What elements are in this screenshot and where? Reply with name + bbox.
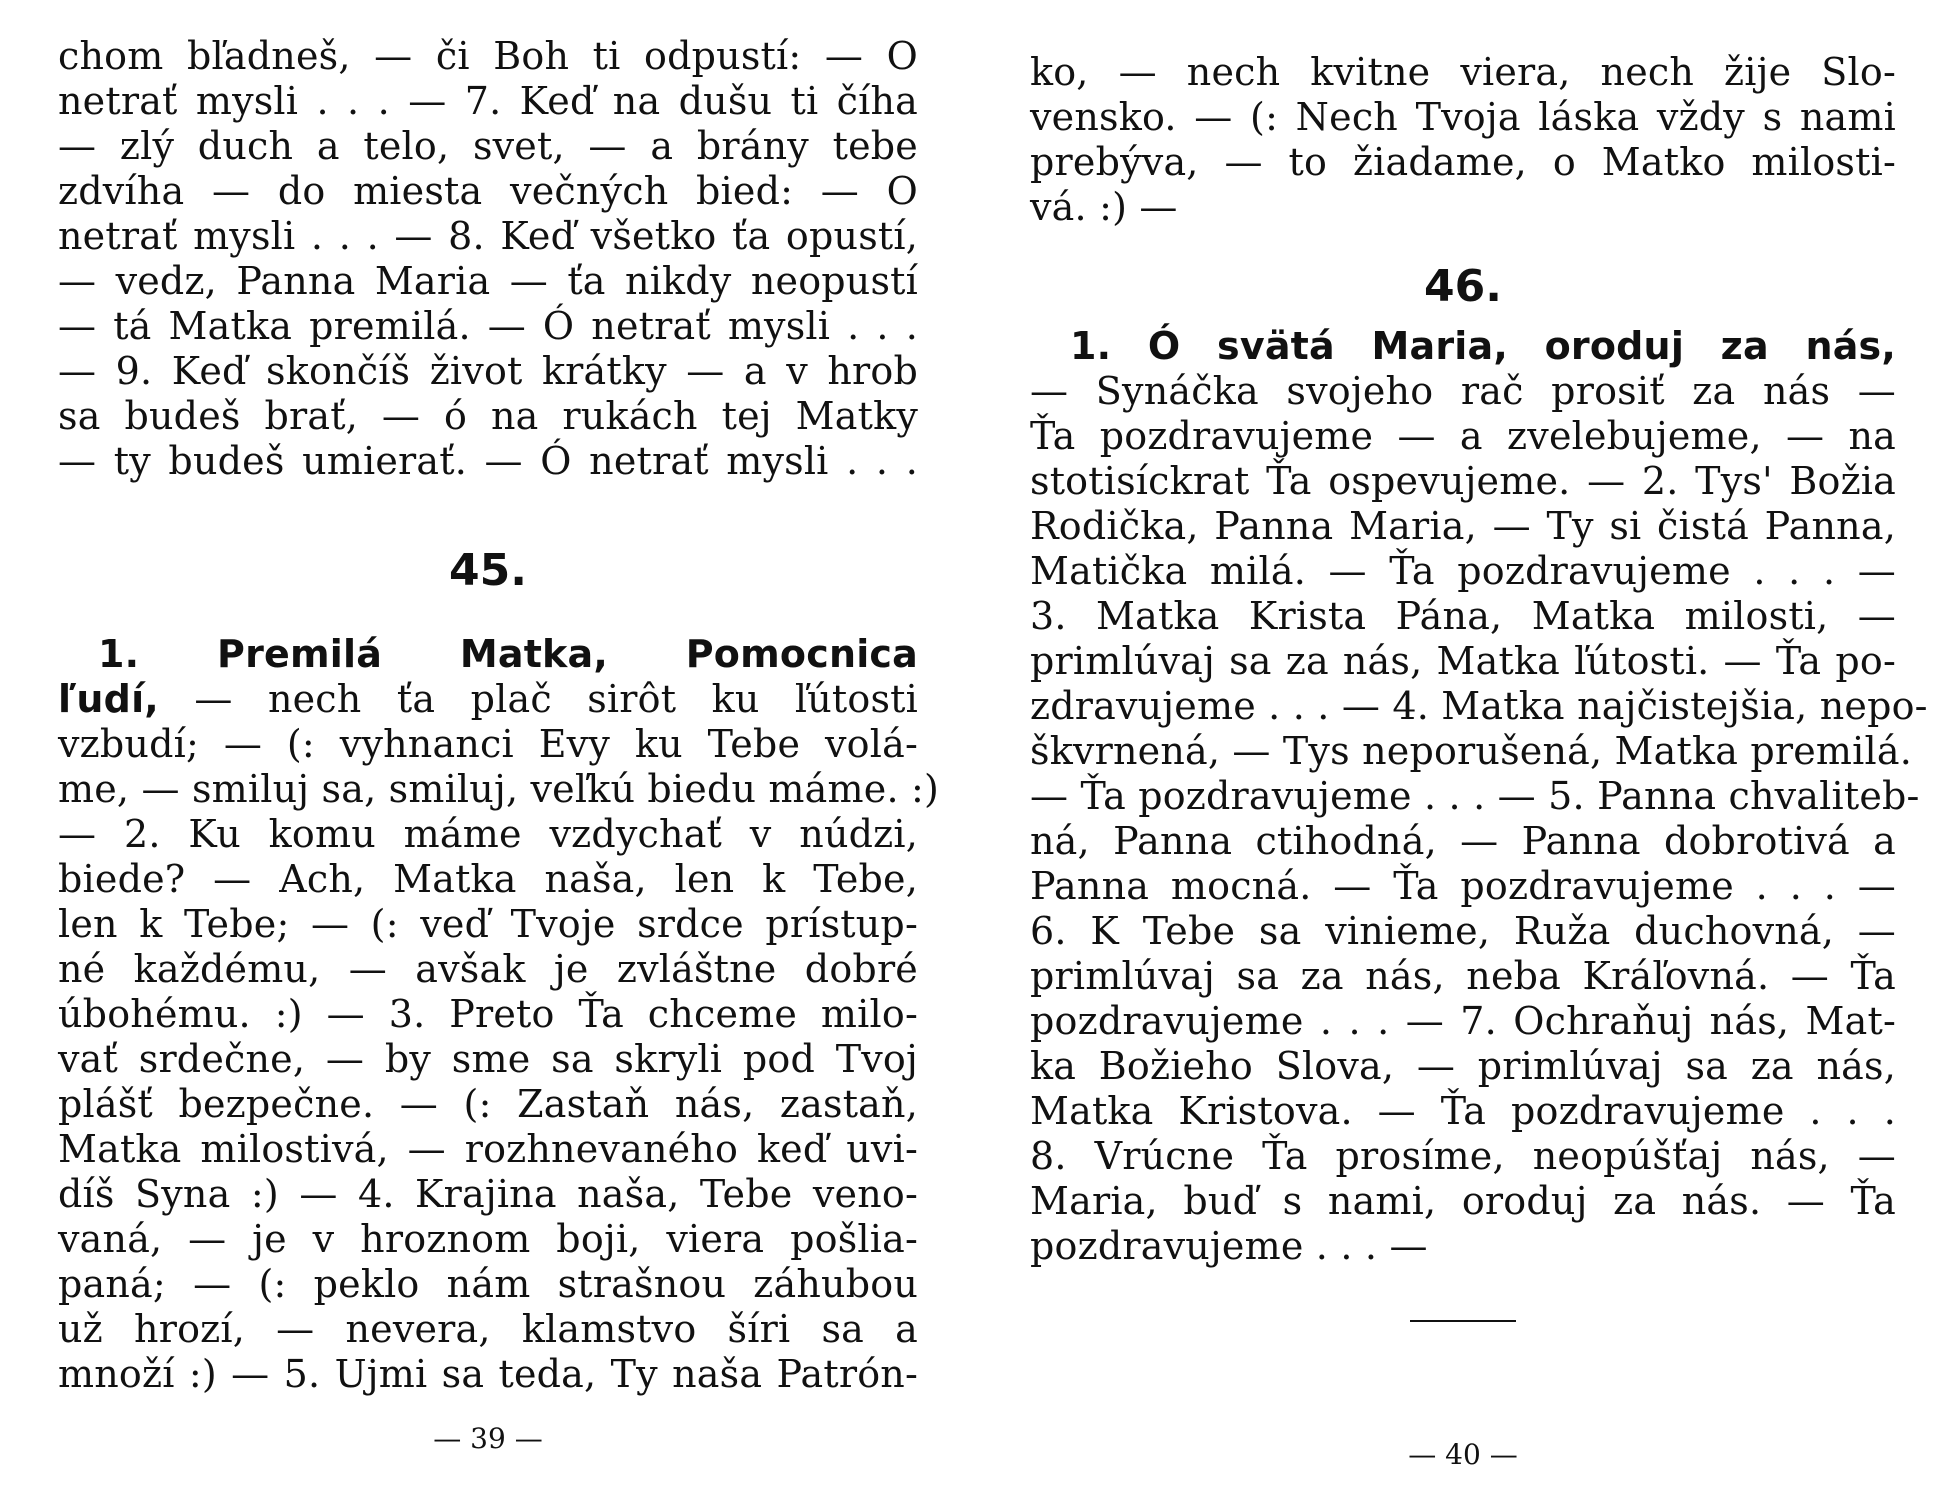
text-line: plášť bezpečne. — (: Zastaň nás, zastaň,: [58, 1082, 918, 1126]
text-line: — zlý duch a telo, svet, — a brány tebe: [58, 124, 918, 168]
text-line: vensko. — (: Nech Tvoja láska vždy s nami: [1030, 95, 1896, 139]
text-line: — Ťa pozdravujeme . . . — 5. Panna chvalitеb-: [1030, 774, 1920, 818]
text-line: škvrnená, — Tys neporušená, Matka premilá.: [1030, 729, 1913, 773]
text-line: me, — smiluj sa, smiluj, veľkú biedu máme. :): [58, 767, 940, 811]
hymn-heading-continued: ľudí,: [58, 677, 159, 721]
text-line: stotisíckrat Ťa ospevujeme. — 2. Tys' Božia: [1030, 459, 1896, 503]
right-intro-text: [1030, 50, 1896, 230]
text-line: prebýva, — to žiadame, o Matko milosti-: [1030, 140, 1896, 184]
text-line: — 2. Ku komu máme vzdychať v núdzi,: [58, 812, 918, 856]
text-line: už hrozí, — nevera, klamstvo šíri sa a: [58, 1307, 918, 1351]
text-line: pozdravujeme . . . — 7. Ochraňuj nás, Mat-: [1030, 999, 1896, 1043]
text-line: množí :) — 5. Ujmi sa teda, Ty naša Patrón-: [58, 1352, 918, 1396]
text-line: né každému, — avšak je zvláštne dobré: [58, 947, 918, 991]
left-page: [58, 0, 940, 1500]
text-line: Panna mocná. — Ťa pozdravujeme . . . —: [1030, 864, 1896, 908]
text-line: vať srdečne, — by sme sa skryli pod Tvoj: [58, 1037, 918, 1081]
text-line: Matka Kristova. — Ťa pozdravujeme . . .: [1030, 1089, 1896, 1133]
text-line: paná; — (: peklo nám strašnou záhubou: [58, 1262, 918, 1306]
text-line: netrať mysli . . . — 7. Keď na dušu ti číha: [58, 79, 918, 123]
text-line: [58, 677, 918, 722]
text-line: úbohému. :) — 3. Preto Ťa chceme milo-: [58, 992, 918, 1036]
hymn-heading-line: [1030, 324, 1896, 369]
text-line: — tá Matka premilá. — Ó netrať mysli . . .: [58, 304, 918, 348]
section-number-45: 45.: [449, 545, 527, 596]
text-line: zdvíha — do miesta večných bied: — O: [58, 169, 918, 213]
text-line: chom bľadneš, — či Boh ti odpustí: — O: [58, 34, 918, 78]
text-line: primlúvaj sa za nás, Matka ľútosti. — Ťa po-: [1030, 639, 1896, 683]
section-number-46: 46.: [1424, 261, 1502, 312]
hymn-first-line-rest: — nech ťa plač sirôt ku ľútosti: [194, 677, 918, 721]
text-line: ko, — nech kvitne viera, nech žije Slo-: [1030, 50, 1896, 94]
text-line: Maria, buď s nami, oroduj za nás. — Ťa: [1030, 1179, 1896, 1223]
text-line: zdravujeme . . . — 4. Matka najčistejšia, nepo-: [1030, 684, 1928, 728]
text-line: 8. Vrúcne Ťa prosíme, neopúšťaj nás, —: [1030, 1134, 1896, 1178]
text-line: díš Syna :) — 4. Krajina naša, Tebe veno-: [58, 1172, 918, 1216]
text-line: Matička milá. — Ťa pozdravujeme . . . —: [1030, 549, 1896, 593]
text-line: vaná, — je v hroznom boji, viera pošlia-: [58, 1217, 918, 1261]
hymn-heading: 1. Ó svätá Maria, oroduj za nás,: [1070, 324, 1896, 368]
text-line: — 9. Keď skončíš život krátky — a v hrob: [58, 349, 918, 393]
page-number: — 40 —: [1408, 1438, 1518, 1471]
hymn-46-text: [1030, 324, 1928, 1269]
text-line: 3. Matka Krista Pána, Matka milosti, —: [1030, 594, 1896, 638]
text-line: Ťa pozdravujeme — a zvelebujeme, — na: [1030, 414, 1896, 458]
left-intro-text: [58, 34, 918, 484]
text-line: biede? — Ach, Matka naša, len k Tebe,: [58, 857, 918, 901]
text-line: 6. K Tebe sa vinieme, Ruža duchovná, —: [1030, 909, 1896, 953]
text-line: len k Tebe; — (: veď Tvoje srdce prístup-: [58, 902, 918, 946]
page-number: — 39 —: [433, 1422, 543, 1455]
hymn-heading-line: [58, 632, 918, 677]
text-line: sa budeš brať, — ó na rukách tej Matky: [58, 394, 918, 438]
text-line: — vedz, Panna Maria — ťa nikdy neopustí: [58, 259, 918, 303]
text-line: — ty budeš umierať. — Ó netrať mysli . . .: [58, 439, 918, 483]
end-rule: [1410, 1320, 1516, 1322]
text-line: ná, Panna ctihodná, — Panna dobrotivá a: [1030, 819, 1896, 863]
text-line: vzbudí; — (: vyhnanci Evy ku Tebe volá-: [58, 722, 918, 766]
hymn-45-text: [58, 632, 940, 1397]
text-line: ka Božieho Slova, — primlúvaj sa za nás,: [1030, 1044, 1896, 1088]
text-line: pozdravujeme . . . —: [1030, 1224, 1428, 1268]
hymn-heading: 1. Premilá Matka, Pomocnica: [98, 632, 918, 676]
text-line: Matka milostivá, — rozhnevaného keď uvi-: [58, 1127, 918, 1171]
text-line: — Synáčka svojeho rač prosiť za nás —: [1030, 369, 1896, 413]
text-line: primlúvaj sa za nás, neba Kráľovná. — Ťa: [1030, 954, 1896, 998]
right-page: [1030, 0, 1928, 1500]
text-line: Rodička, Panna Maria, — Ty si čistá Panna,: [1030, 504, 1896, 548]
text-line: vá. :) —: [1030, 185, 1178, 229]
text-line: netrať mysli . . . — 8. Keď všetko ťa opustí,: [58, 214, 918, 258]
